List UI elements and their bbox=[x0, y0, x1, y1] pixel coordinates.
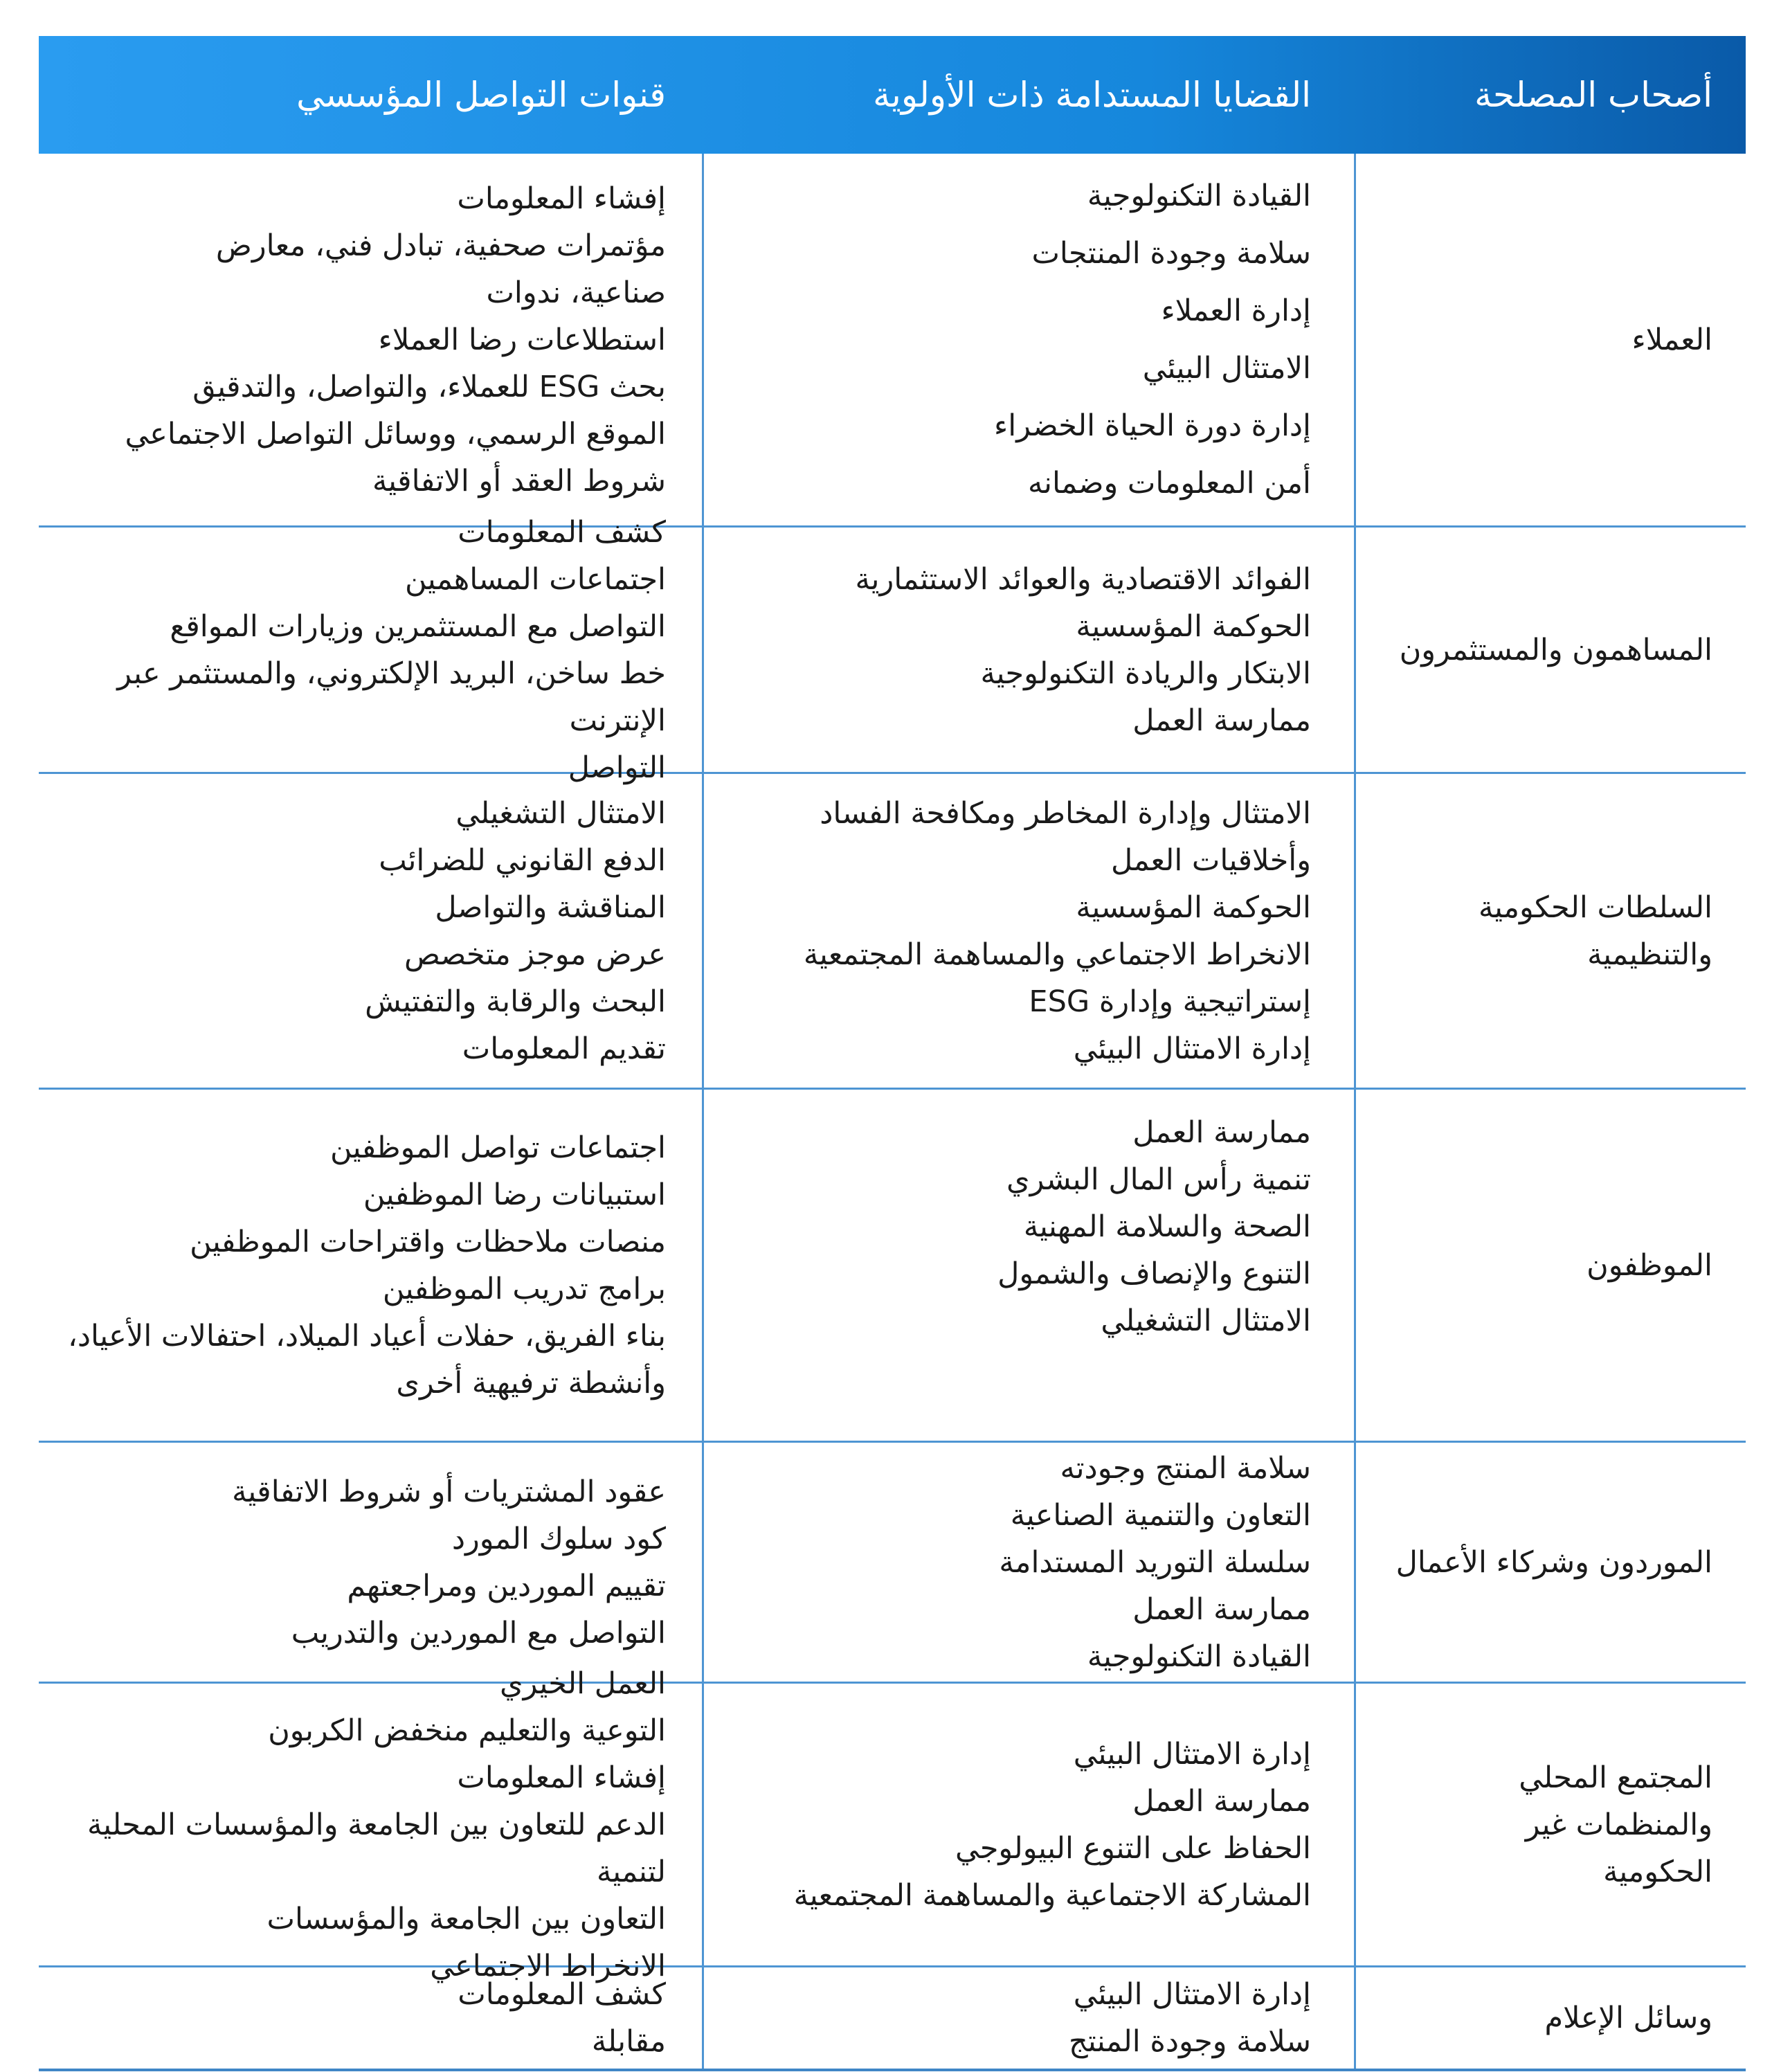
issue-item: الحفاظ على التنوع البيولوجي bbox=[955, 1830, 1311, 1866]
channel-item: منصات ملاحظات واقتراحات الموظفين bbox=[190, 1224, 666, 1259]
channel-item: المناقشة والتواصل bbox=[435, 890, 666, 925]
channel-item: كشف المعلومات bbox=[458, 1977, 666, 2012]
issue-item: القيادة التكنولوجية bbox=[1087, 178, 1311, 213]
channel-item: استطلاعات رضا العملاء bbox=[378, 322, 666, 357]
channels-cell bbox=[39, 514, 702, 785]
issue-item: الامتثال وإدارة المخاطر ومكافحة الفساد bbox=[820, 795, 1311, 831]
stakeholder-name: العملاء bbox=[1631, 322, 1712, 357]
stakeholder-name: الحكومية bbox=[1603, 1854, 1712, 1889]
stakeholder-cell bbox=[1354, 1090, 1746, 1441]
channel-item: مقابلة bbox=[591, 2024, 666, 2059]
stakeholder-name: الموردون وشركاء الأعمال bbox=[1395, 1544, 1712, 1580]
stakeholder-cell bbox=[1354, 528, 1746, 772]
stakeholder-cell bbox=[1354, 154, 1746, 525]
channel-item: كود سلوك المورد bbox=[451, 1521, 666, 1556]
channels-cell bbox=[39, 1666, 702, 1983]
channel-item: استبيانات رضا الموظفين bbox=[363, 1177, 666, 1212]
channel-item: شروط العقد أو الاتفاقية bbox=[372, 463, 666, 498]
issue-item: التنوع والإنصاف والشمول bbox=[997, 1256, 1311, 1291]
issue-item: سلسلة التوريد المستدامة bbox=[999, 1544, 1311, 1580]
channel-item: الامتثال التشغيلي bbox=[455, 795, 666, 831]
issue-item: ممارسة العمل bbox=[1132, 1592, 1311, 1627]
issue-item: الحوكمة المؤسسية bbox=[1076, 890, 1311, 925]
issue-item: الصحة والسلامة المهنية bbox=[1023, 1209, 1311, 1244]
stakeholder-name: والمنظمات غير bbox=[1525, 1807, 1712, 1842]
channel-item: اجتماعات تواصل الموظفين bbox=[329, 1130, 666, 1165]
header-communication-channels: قنوات التواصل المؤسسي bbox=[296, 75, 666, 115]
channel-item: البحث والرقابة والتفتيش bbox=[365, 984, 666, 1019]
channel-item: كشف المعلومات bbox=[458, 514, 666, 550]
channels-cell bbox=[39, 1090, 702, 1441]
issue-item: الحوكمة المؤسسية bbox=[1076, 609, 1311, 644]
channel-item: التوعية والتعليم منخفض الكربون bbox=[268, 1713, 666, 1748]
table-row bbox=[39, 1090, 1746, 1443]
stakeholder-name: المجتمع المحلي bbox=[1519, 1760, 1712, 1795]
issue-item: الامتثال البيئي bbox=[1142, 350, 1311, 386]
channel-item: بناء الفريق، حفلات أعياد الميلاد، احتفالات الأعياد، bbox=[68, 1318, 666, 1353]
issue-item: المشاركة الاجتماعية والمساهمة المجتمعية bbox=[793, 1877, 1311, 1913]
issue-item: ممارسة العمل bbox=[1132, 703, 1311, 738]
issues-cell bbox=[702, 154, 1354, 525]
header-priority-issues: القضايا المستدامة ذات الأولوية bbox=[873, 75, 1311, 115]
channel-item: إفشاء المعلومات bbox=[457, 1760, 666, 1795]
issue-item: إستراتيجية وإدارة ESG bbox=[1029, 984, 1311, 1019]
table-row bbox=[39, 1666, 1746, 1983]
table-row bbox=[39, 1967, 1746, 2071]
channel-item: عرض موجز متخصص bbox=[404, 937, 666, 972]
stakeholder-name: الموظفون bbox=[1586, 1247, 1712, 1283]
issue-item: إدارة الامتثال البيئي bbox=[1073, 1736, 1311, 1772]
stakeholder-name: والتنظيمية bbox=[1587, 937, 1712, 972]
issue-item: تنمية رأس المال البشري bbox=[1006, 1162, 1311, 1197]
channel-item: وأنشطة ترفيهية أخرى bbox=[396, 1365, 666, 1400]
issues-cell bbox=[702, 1684, 1354, 1965]
issue-item: الابتكار والريادة التكنولوجية bbox=[980, 656, 1311, 691]
channel-item: التواصل مع الموردين والتدريب bbox=[291, 1615, 666, 1650]
header-stakeholders: أصحاب المصلحة bbox=[1474, 75, 1712, 115]
stakeholder-table bbox=[39, 36, 1746, 2071]
issue-item: أمن المعلومات وضمانه bbox=[1027, 465, 1311, 501]
channels-cell bbox=[39, 774, 702, 1088]
issues-cell bbox=[702, 1967, 1354, 2069]
issue-item: الانخراط الاجتماعي والمساهمة المجتمعية bbox=[803, 937, 1311, 972]
stakeholder-cell bbox=[1354, 1443, 1746, 1682]
table-header bbox=[39, 36, 1746, 154]
issue-item: ممارسة العمل bbox=[1132, 1115, 1311, 1150]
channel-item: الانخراط الاجتماعي bbox=[430, 1948, 666, 1983]
issues-cell bbox=[702, 774, 1354, 1088]
table-row bbox=[39, 774, 1746, 1090]
channel-item: الموقع الرسمي، ووسائل التواصل الاجتماعي bbox=[125, 416, 666, 451]
channels-cell bbox=[39, 1967, 702, 2069]
channel-item: مؤتمرات صحفية، تبادل فني، معارض bbox=[215, 228, 666, 263]
channel-item: العمل الخيري bbox=[499, 1666, 666, 1701]
stakeholder-cell bbox=[1354, 1967, 1746, 2069]
issues-cell bbox=[702, 1443, 1354, 1682]
channel-item: إفشاء المعلومات bbox=[457, 181, 666, 216]
issues-cell bbox=[702, 528, 1354, 772]
channel-item: بحث ESG للعملاء، والتواصل، والتدقيق bbox=[192, 369, 666, 404]
channel-item: صناعية، ندوات bbox=[486, 275, 666, 310]
stakeholder-name: المساهمون والمستثمرون bbox=[1399, 632, 1712, 667]
stakeholder-name: السلطات الحكومية bbox=[1479, 890, 1712, 925]
channel-item: خط ساخن، البريد الإلكتروني، والمستثمر عبر الإنترنت bbox=[117, 656, 666, 738]
stakeholder-cell bbox=[1354, 1684, 1746, 1965]
channel-item: الدفع القانوني للضرائب bbox=[379, 843, 666, 878]
issue-item: وأخلاقيات العمل bbox=[1111, 843, 1311, 878]
issue-item: إدارة الامتثال البيئي bbox=[1073, 1031, 1311, 1066]
channel-item: التعاون بين الجامعة والمؤسسات bbox=[266, 1901, 666, 1936]
issue-item: الفوائد الاقتصادية والعوائد الاستثمارية bbox=[855, 561, 1311, 597]
channel-item: تقديم المعلومات bbox=[462, 1031, 666, 1066]
issue-item: التعاون والتنمية الصناعية bbox=[1010, 1497, 1311, 1533]
channel-item: التواصل مع المستثمرين وزيارات المواقع bbox=[170, 609, 666, 644]
channels-cell bbox=[39, 1443, 702, 1682]
channel-item: الدعم للتعاون بين الجامعة والمؤسسات المحلية لتنمية bbox=[87, 1807, 666, 1889]
stakeholder-name: وسائل الإعلام bbox=[1544, 2001, 1712, 2035]
issue-item: ممارسة العمل bbox=[1132, 1783, 1311, 1819]
stakeholder-cell bbox=[1354, 774, 1746, 1088]
issue-item: إدارة الامتثال البيئي bbox=[1073, 1977, 1311, 2012]
channels-cell bbox=[39, 154, 702, 525]
issues-cell bbox=[702, 1090, 1354, 1441]
issue-item: القيادة التكنولوجية bbox=[1087, 1639, 1311, 1674]
issue-item: إدارة دورة الحياة الخضراء bbox=[994, 408, 1311, 443]
table-row bbox=[39, 1443, 1746, 1684]
channel-item: اجتماعات المساهمين bbox=[405, 561, 666, 597]
issue-item: سلامة وجودة المنتج bbox=[1069, 2024, 1311, 2059]
issue-item: إدارة العملاء bbox=[1161, 293, 1311, 328]
issue-item: سلامة وجودة المنتجات bbox=[1031, 235, 1311, 271]
channel-item: عقود المشتريات أو شروط الاتفاقية bbox=[232, 1474, 666, 1509]
channel-item: برامج تدريب الموظفين bbox=[382, 1271, 666, 1306]
channel-item: تقييم الموردين ومراجعتهم bbox=[347, 1568, 666, 1603]
table-row bbox=[39, 514, 1746, 785]
table-row bbox=[39, 154, 1746, 528]
channel-item: التواصل bbox=[568, 750, 666, 785]
issue-item: الامتثال التشغيلي bbox=[1101, 1304, 1311, 1338]
issue-item: سلامة المنتج وجودته bbox=[1060, 1450, 1311, 1486]
